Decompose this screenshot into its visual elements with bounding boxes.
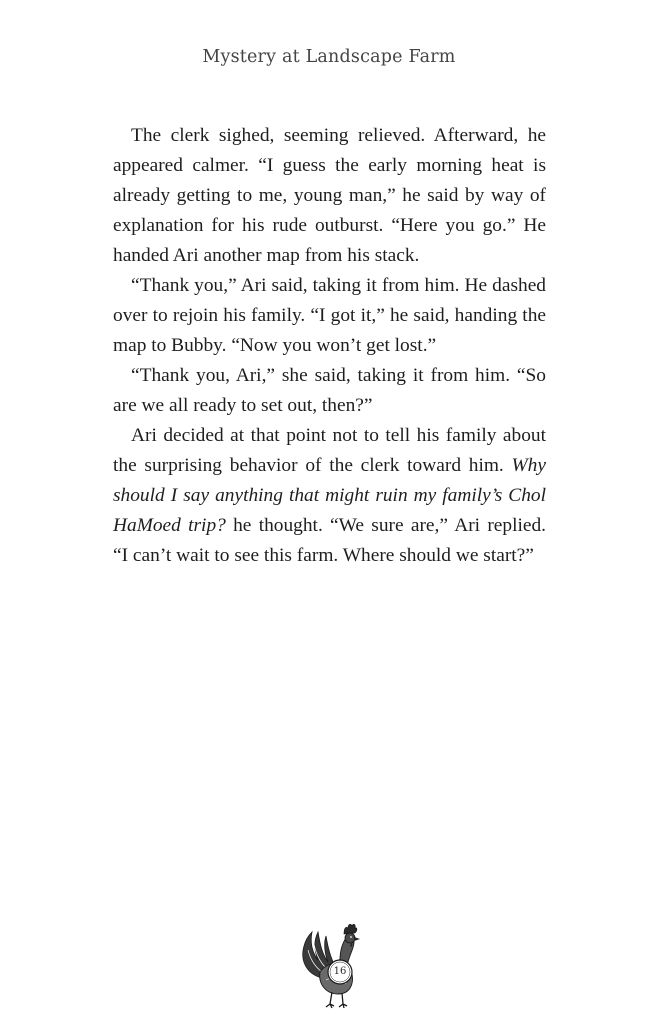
paragraph-3: “Thank you, Ari,” she said, taking it from him. “So are we all ready to set out, then?”	[113, 365, 546, 416]
paragraph-4-lead: Ari decided at that point not to tell his family about the surprising behavior of the clerk toward him.	[113, 425, 546, 476]
paragraph-1: The clerk sighed, seeming relieved. Afterward, he appeared calmer. “I guess the early morning heat is already getting to me, young man,” he said by way of explanation for his rude outburst. “Here you go.” He handed Ari another map from his stack.	[113, 125, 546, 266]
body-text	[113, 121, 546, 571]
paragraph-4-tail: he thought. “We sure are,” Ari replied. “I can’t wait to see this farm. Where should we start?”	[113, 515, 546, 566]
paragraph-2: “Thank you,” Ari said, taking it from him. He dashed over to rejoin his family. “I got it,” he said, handing the map to Bubby. “Now you won’t get lost.”	[113, 275, 546, 356]
paragraph-4-italic-thought: Why should I say anything that might ruin my family’s Chol HaMoed trip?	[113, 455, 546, 536]
page-number: 16	[333, 966, 347, 977]
paragraph-4	[113, 421, 546, 571]
running-head-title: Mystery at Landscape Farm	[202, 47, 456, 67]
